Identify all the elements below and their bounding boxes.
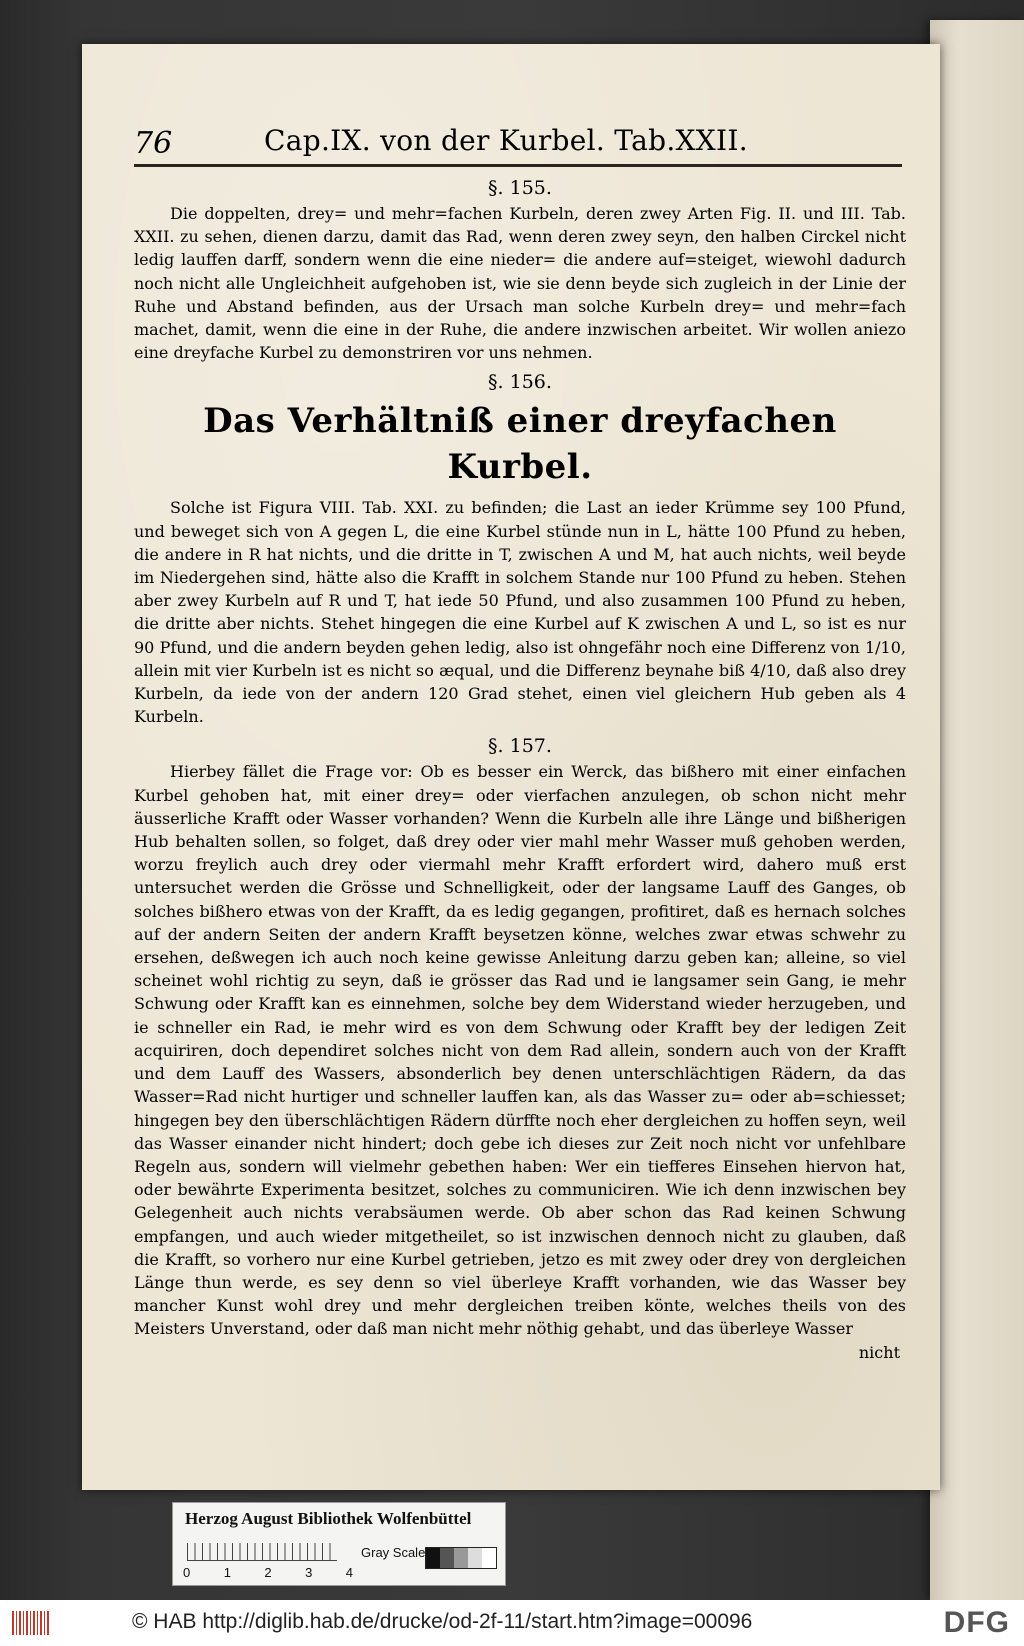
facing-page-edge (930, 20, 1024, 1600)
ruler-number: 0 (183, 1565, 191, 1580)
section-157-mark: §. 157. (488, 735, 552, 758)
ruler-number: 2 (264, 1565, 272, 1580)
hab-logo-icon (12, 1611, 50, 1635)
grayscale-swatch (482, 1548, 496, 1568)
scale-ruler (187, 1543, 337, 1561)
section-155-mark: §. 155. (488, 177, 552, 199)
catchword: nicht (858, 1342, 900, 1362)
section-155-text: Die doppelten, drey= und mehr=fachen Kurbeln, deren zwey Arten Fig. II. und III. Tab. XXII. zu sehen, dienen darzu, damit das Rad, wenn deren zwey seyn, den halben Circkel nicht ledig lauffen darff, sondern wenn die eine nieder= die andere auf=steiget, wiewohl dadurch noch nicht alle Ungleichheit aufgehoben ist, wie sie denn beyde sich zugleich in der Linie der Ruhe und Abstand befinden, aus der Ursach man solche Kurbeln drey= und mehr=fach machet, damit, wenn die eine in der Ruhe, die andere inzwischen arbeitet. Wir wollen aniezo eine dreyfache Kurbel zu demonstriren vor uns nehmen. (134, 204, 906, 363)
header-rule (134, 164, 902, 167)
grayscale-swatch (468, 1548, 482, 1568)
section-156-heading: Das Verhältniß einer dreyfachen Kurbel. (203, 401, 837, 488)
section-157-text: Hierbey fället die Frage vor: Ob es besser ein Werck, das bißhero mit einer einfachen Kurbel gehoben hat, mit einer drey= oder vierfachen anzulegen, ob schon nicht mehr äusserliche Krafft oder Wasser vorhanden? Wenn die Kurbeln alle ihre Länge und bißherigen Hub behalten sollen, so folget, daß drey oder vier mahl mehr Wasser muß gehoben werden, worzu freylich auch drey oder viermahl mehr Krafft erfordert wird, dahero muß erst untersuchet werden die Grösse und Schnelligkeit, oder der langsame Lauff des Ganges, ob solches bißhero etwas von der Krafft, da es ledig gegangen, profitiret, daß es hernach solches auf der andern Seiten der andern Krafft beysetzen könne, welches zwar etwas schwehr zu ersehen, deßwegen ich auch noch keine gewisse Anleitung darzu geben kan; alleine, so viel scheinet wohl richtig zu seyn, daß ie grösser das Rad und ie langsamer sein Gang, ie mehr Schwung oder Krafft kan es einnehmen, solche bey dem Widerstand wieder herzugeben, und ie schneller ein Rad, ie mehr wird es von dem Schwung oder Krafft bey der ledigen Zeit acquiriren, doch dependiret solches nicht von dem Rad allein, sondern auch von der Krafft und dem Lauff des Wassers, absonderlich bey denen unterschlächtigen Rädern, da das Wasser=Rad nicht hurtiger und schneller lauffen kan, als das Wasser zu= oder ab=schiesset; hingegen bey den überschlächtigen Rädern dürffte noch eher dergleichen zu hoffen seyn, weil das Wasser einander nicht hindert; doch gebe ich dieses zur Zeit noch nicht vor unfehlbare Regeln aus, sondern will vielmehr gebethen haben: Wer ein tiefferes Einsehen hiervon hat, oder bewährte Experimenta besitzet, solches zu communiciren. Wie ich denn inzwischen bey Gelegenheit auch nichts verabsäumen werde. Ob aber schon das Rad keinen Schwung empfangen, und auch wieder mitgetheilet, so ist inzwischen dennoch nicht zu glauben, daß die Krafft, so vorhero nur eine Kurbel getrieben, jetzo es mit zwey oder drey von dergleichen Länge thun werde, es sey denn so viel überleye Krafft vorhanden, wie das Wasser bey mancher Kunst wohl drey und mehr dergleichen treiben könte, welches theils von des Meisters Unverstand, oder daß man nicht mehr nöthig gehabt, und das überleye Wasser (134, 762, 906, 1339)
footer-bar (0, 1600, 1024, 1646)
running-head (134, 122, 904, 162)
dfg-logo: DFG (943, 1606, 1010, 1639)
grayscale-label: Gray Scale (361, 1545, 426, 1560)
credit-link[interactable]: © HAB http://diglib.hab.de/drucke/od-2f-11/start.htm?image=00096 (132, 1610, 753, 1633)
section-156-text: Solche ist Figura VIII. Tab. XXI. zu befinden; die Last an ieder Krümme sey 100 Pfund, und beweget sich von A gegen L, die eine Kurbel stünde nun in L, hätte 100 Pfund zu heben, die andere in R hat nichts, und die dritte in T, zwischen A und M, hat auch nichts, weil beyde im Niedergehen sind, hätte also die Krafft in solchem Stande nur 100 Pfund zu heben. Stehen aber zwey Kurbeln auf R und T, hat iede 50 Pfund, und also zusammen 100 Pfund zu heben, die dritte aber nichts. Stehet hingegen die eine Kurbel auf K zwischen A und L, so ist es nur 90 Pfund, und die andern beyden gehen ledig, also ist ohngefähr noch eine Differenz von 1/10, allein mit vier Kurbeln ist es nicht so æqual, und die Differenz beynahe biß 4/10, daß also drey Kurbeln, da iede von der andern 120 Grad stehet, einen viel gleichern Hub geben als 4 Kurbeln. (134, 498, 906, 727)
section-156-mark: §. 156. (488, 371, 552, 394)
color-reference-card (172, 1502, 506, 1586)
ruler-number: 3 (305, 1565, 313, 1580)
grayscale-swatch (440, 1548, 454, 1568)
page-header-title: Cap.IX. von der Kurbel. Tab.XXII. (264, 124, 748, 157)
ruler-number: 4 (345, 1565, 353, 1580)
main-text (134, 170, 906, 1364)
ruler-number: 1 (223, 1565, 231, 1580)
grayscale-swatches (425, 1547, 497, 1569)
ruler-numbers (183, 1565, 353, 1580)
grayscale-swatch (426, 1548, 440, 1568)
library-name: Herzog August Bibliothek Wolfenbüttel (185, 1509, 472, 1528)
page-number: 76 (134, 126, 173, 161)
grayscale-swatch (454, 1548, 468, 1568)
